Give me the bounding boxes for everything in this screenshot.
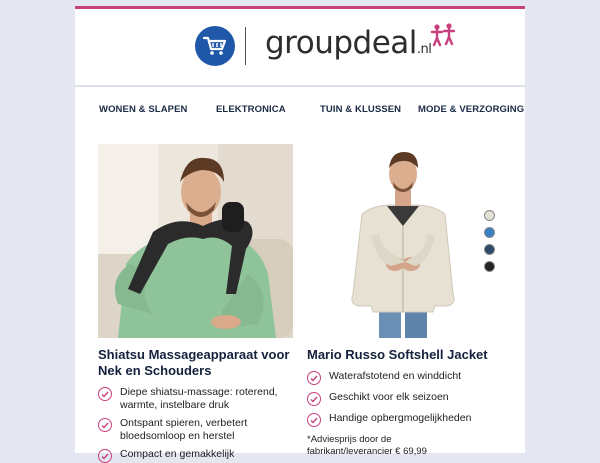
massager-feature-3 — [98, 448, 288, 463]
nav-tuin-klussen[interactable]: TUIN & KLUSSEN — [320, 104, 402, 115]
cart-icon[interactable] — [195, 26, 235, 66]
advised-price-note: *Adviesprijs door de fabrikant/leverancier € 69,99 — [307, 434, 427, 457]
feature-text: Geschikt voor elk seizoen — [329, 391, 449, 403]
nav-mode-verzorging[interactable]: MODE & VERZORGING — [418, 104, 525, 115]
check-circle-icon — [307, 371, 321, 385]
color-swatch-blue[interactable] — [484, 227, 495, 238]
logo-suffix: .nl — [416, 42, 432, 57]
check-circle-icon — [98, 418, 112, 432]
color-swatch-cream[interactable] — [484, 210, 495, 221]
jacket-feature-2 — [307, 391, 507, 406]
category-nav — [75, 100, 525, 120]
nav-elektronica[interactable]: ELEKTRONICA — [216, 104, 286, 115]
feature-text: Diepe shiatsu-massage: roterend, warmte, instelbare druk — [120, 386, 278, 411]
color-swatch-navy[interactable] — [484, 244, 495, 255]
check-circle-icon — [98, 387, 112, 401]
jacket-product-image[interactable] — [307, 144, 502, 338]
jacket-feature-3 — [307, 412, 507, 427]
email-header — [75, 9, 525, 87]
logo-text: groupdeal — [265, 25, 417, 61]
nav-wonen-slapen[interactable]: WONEN & SLAPEN — [99, 104, 188, 115]
check-circle-icon — [307, 413, 321, 427]
massager-product-image[interactable] — [98, 144, 293, 338]
feature-text: Compact en gemakkelijk — [120, 448, 235, 460]
check-circle-icon — [307, 392, 321, 406]
check-circle-icon — [98, 449, 112, 463]
header-divider — [245, 27, 246, 65]
email-container — [75, 6, 525, 460]
jacket-title[interactable]: Mario Russo Softshell Jacket — [307, 347, 488, 362]
massager-title[interactable]: Shiatsu Massageapparaat voor Nek en Schouders — [98, 347, 290, 378]
groupdeal-logo[interactable] — [265, 25, 431, 61]
massager-feature-1 — [98, 386, 288, 412]
logo-figures-icon — [430, 23, 456, 54]
feature-text: Waterafstotend en winddicht — [329, 370, 462, 382]
massager-feature-2 — [98, 417, 288, 443]
feature-text: Handige opbergmogelijkheden — [329, 412, 472, 424]
feature-text: Ontspant spieren, verbetert bloedsomloop en herstel — [120, 417, 248, 442]
jacket-feature-1 — [307, 370, 507, 385]
color-swatch-black[interactable] — [484, 261, 495, 272]
